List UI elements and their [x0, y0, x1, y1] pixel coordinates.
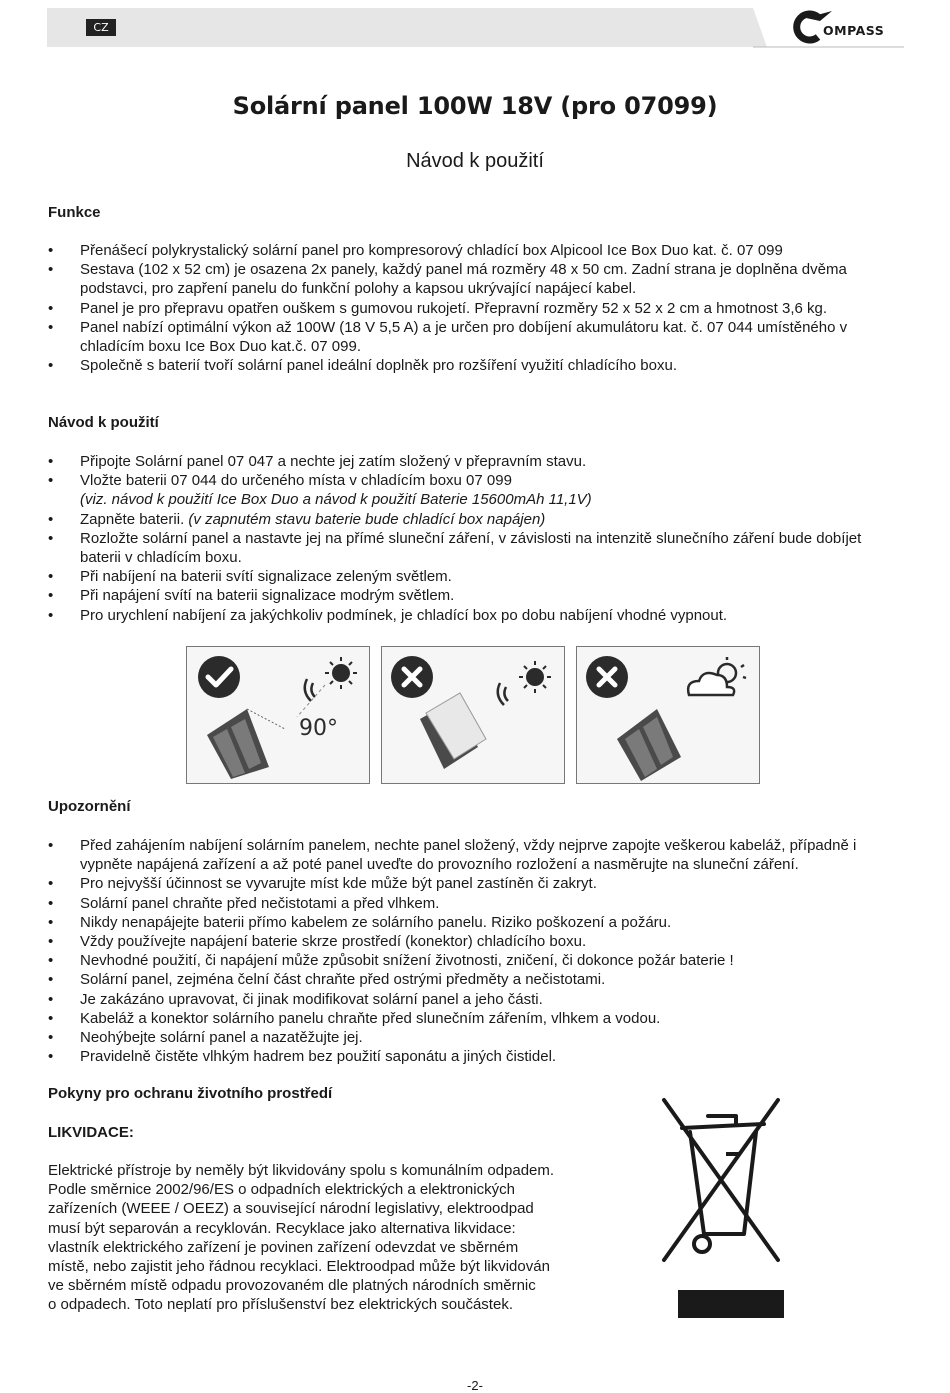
section-heading-funkce: Funkce — [48, 204, 101, 221]
paragraph-line: místě, nebo zajistit jeho řádnou recyklaci. Elektroodpad může být likvidován — [48, 1258, 550, 1276]
section-heading-environment: Pokyny pro ochranu životního prostředí — [48, 1085, 333, 1102]
list-item: • Panel je pro přepravu opatřen ouškem s gumovou rukojetí. Přepravní rozměry 52 x 52 x 2 cm a hmotnost 3,6 kg. — [48, 299, 906, 318]
paragraph-line: zařízeních (WEEE / OEEZ) a související národní legislativy, elektroodpad — [48, 1200, 534, 1218]
funkce-list — [48, 241, 906, 375]
list-item: • Přenášecí polykrystalický solární panel pro kompresorový chladící box Alpicool Ice Box Duo kat. č. 07 099 — [48, 241, 906, 260]
weee-bar — [678, 1290, 784, 1318]
list-item: • Při napájení svítí na baterii signalizace modrým světlem. — [48, 586, 906, 605]
document-title: Solární panel 100W 18V (pro 07099) — [232, 92, 718, 120]
list-item: • Je zakázáno upravovat, či jinak modifikovat solární panel a jeho části. — [48, 990, 906, 1009]
paragraph-line: Elektrické přístroje by neměly být likvidovány spolu s komunálním odpadem. — [48, 1162, 555, 1179]
document-subtitle: Návod k použití — [406, 150, 544, 172]
page-number: -2- — [467, 1378, 483, 1393]
compass-logo — [792, 8, 904, 44]
list-item: • Solární panel, zejména čelní část chraňte před ostrými předměty a nečistotami. — [48, 970, 906, 989]
paragraph-line: vlastník elektrického zařízení je povinen zařízení odevzdat ve sběrném — [48, 1238, 519, 1256]
language-badge: CZ — [86, 19, 116, 36]
angle-label: 90° — [299, 716, 338, 741]
list-item-note: (viz. návod k použití Ice Box Duo a návod k použití Baterie 15600mAh 11,1V) — [80, 491, 592, 509]
list-item-text: Vložte baterii 07 044 do určeného místa v chladícím boxu 07 099 — [80, 472, 512, 490]
list-item — [48, 471, 906, 509]
list-item: • Vždy používejte napájení baterie skrze prostředí (konektor) chladícího boxu. — [48, 932, 906, 951]
illustration-folded-panel — [381, 646, 565, 784]
list-item: • Sestava (102 x 52 cm) je osazena 2x panely, každý panel má rozměry 48 x 50 cm. Zadní strana je doplněna dvěma podstavci, pro zapření panelu do funkční polohy a kapsou ukrývající napájecí kabel. — [48, 260, 906, 298]
list-item: • Pro urychlení nabíjení za jakýchkoliv podmínek, je chladící box po dobu nabíjení vhodné vypnout. — [48, 606, 906, 625]
paragraph-line: o odpadech. Toto neplatí pro příslušenství bez elektrických součástek. — [48, 1296, 513, 1314]
list-item: • Kabeláž a konektor solárního panelu chraňte před slunečním zářením, vlhkem a vodou. — [48, 1009, 906, 1028]
list-item: • Nevhodné použití, či napájení může způsobit snížení životnosti, zničení, či dokonce požár baterie ! — [48, 951, 906, 970]
list-item: • Neohýbejte solární panel a nazatěžujte jej. — [48, 1028, 906, 1047]
section-subheading-likvidace: LIKVIDACE: — [48, 1124, 134, 1141]
section-heading-navod: Návod k použití — [48, 414, 159, 431]
illustration-correct-orientation — [186, 646, 370, 784]
paragraph-line: musí být separován a recyklován. Recyklace jako alternativa likvidace: — [48, 1219, 516, 1237]
svg-text:OMPASS: OMPASS — [823, 23, 885, 38]
list-item-note: (v zapnutém stavu baterie bude chladící box napájen) — [188, 510, 546, 528]
paragraph-line: Podle směrnice 2002/96/ES o odpadních elektrických a elektronických — [48, 1181, 515, 1199]
list-item-text: Zapněte baterii. — [80, 510, 185, 528]
navod-list — [48, 452, 906, 625]
list-item: • Před zahájením nabíjení solárním panelem, nechte panel složený, vždy nejprve zapojte veškerou kabeláž, případně i vypněte napájená zařízení a až poté panel uveďte do provozního rozložení a nasměrujte na sluneční záření. — [48, 836, 906, 874]
list-item: • Při nabíjení na baterii svítí signalizace zeleným světlem. — [48, 567, 906, 586]
cloud-sun-icon — [688, 657, 746, 695]
list-item — [48, 510, 906, 529]
disposal-paragraph — [48, 1161, 608, 1315]
list-item: • Nikdy nenapájejte baterii přímo kabelem ze solárního panelu. Riziko poškození a požáru. — [48, 913, 906, 932]
header-band — [47, 8, 904, 48]
illustration-cloudy-weather — [576, 646, 760, 784]
list-item: • Připojte Solární panel 07 047 a nechte jej zatím složený v přepravním stavu. — [48, 452, 906, 471]
list-item: • Pravidelně čistěte vlhkým hadrem bez použití saponátu a jiných čistidel. — [48, 1047, 906, 1066]
list-item: • Solární panel chraňte před nečistotami a před vlhkem. — [48, 894, 906, 913]
list-item: • Panel nabízí optimální výkon až 100W (18 V 5,5 A) a je určen pro dobíjení akumulátoru kat. č. 07 044 umístěného v chladícím boxu Ice Box Duo kat.č. 07 099. — [48, 318, 906, 356]
list-item: • Pro nejvyšší účinnost se vyvarujte míst kde může být panel zastíněn či zakryt. — [48, 874, 906, 893]
upozorneni-list — [48, 836, 906, 1066]
paragraph-line: ve sběrném místě odpadu provozovaném dle platných národních směrnic — [48, 1277, 536, 1295]
sun-icon — [325, 657, 357, 689]
sun-icon — [519, 661, 551, 693]
list-item: • Společně s baterií tvoří solární panel ideální doplněk pro rozšíření využití chladícího boxu. — [48, 356, 906, 375]
weee-crossed-bin-icon — [660, 1096, 784, 1318]
check-icon — [198, 656, 240, 698]
list-item: • Rozložte solární panel a nastavte jej na přímé sluneční záření, v závislosti na intenzitě slunečního záření bude dobíjet baterii v chladícím boxu. — [48, 529, 906, 567]
section-heading-upozorneni: Upozornění — [48, 798, 131, 815]
